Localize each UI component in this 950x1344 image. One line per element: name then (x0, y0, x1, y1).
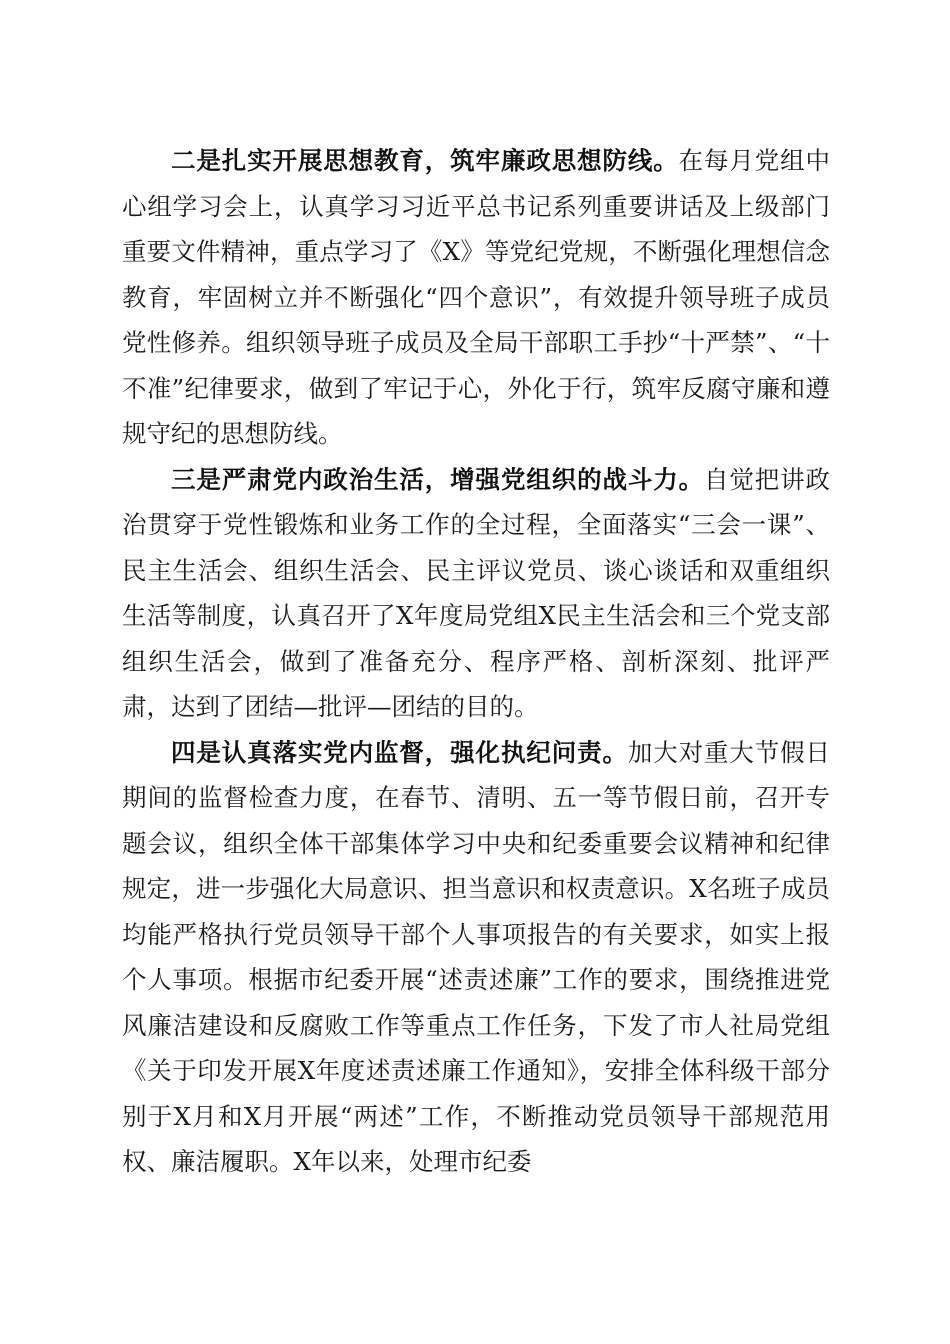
paragraph-heading: 四是认真落实党内监督，强化执纪问责。 (171, 737, 628, 767)
paragraph-text: 加大对重大节假日期间的监督检查力度，在春节、清明、五一等节假日前，召开专题会议，组织全体干部集体学习中央和纪委重要会议精神和纪律规定，进一步强化大局意识、担当意识和权责意识。X名班子成员均能严格执行党员领导干部个人事项报告的有关要求，如实上报个人事项。根据市纪委开展“述责述廉”工作的要求，围绕推进党风廉洁建设和反腐败工作等重点工作任务，下发了市人社局党组《关于印发开展X年度述责述廉工作通知》，安排全体科级干部分别于X月和X月开展“两述”工作，不断推动党员领导干部规范用权、廉洁履职。X年以来，处理市纪委 (122, 737, 831, 1176)
paragraph-supervision (122, 730, 830, 1185)
paragraph-text: 自觉把讲政治贯穿于党性锻炼和业务工作的全过程，全面落实“三会一课”、民主生活会、组织生活会、民主评议党员、谈心谈话和双重组织生活等制度，认真召开了X年度局党组X民主生活会和三个党支部组织生活会，做到了准备充分、程序严格、剖析深刻、批评严肃，达到了团结—批评—团结的目的。 (122, 464, 831, 721)
paragraph-heading: 二是扎实开展思想教育，筑牢廉政思想防线。 (171, 146, 679, 175)
paragraph-political-life (122, 457, 830, 730)
document-body (122, 138, 830, 1185)
paragraph-heading: 三是严肃党内政治生活，增强党组织的战斗力。 (171, 464, 704, 494)
paragraph-ideological-education (122, 138, 830, 457)
paragraph-text: 在每月党组中心组学习会上，认真学习习近平总书记系列重要讲话及上级部门重要文件精神，重点学习了《X》等党纪党规，不断强化理想信念教育，牢固树立并不断强化“四个意识”，有效提升领导班子成员党性修养。组织领导班子成员及全局干部职工手抄“十严禁”、“十不准”纪律要求，做到了牢记于心，外化于行，筑牢反腐守廉和遵规守纪的思想防线。 (122, 146, 831, 448)
